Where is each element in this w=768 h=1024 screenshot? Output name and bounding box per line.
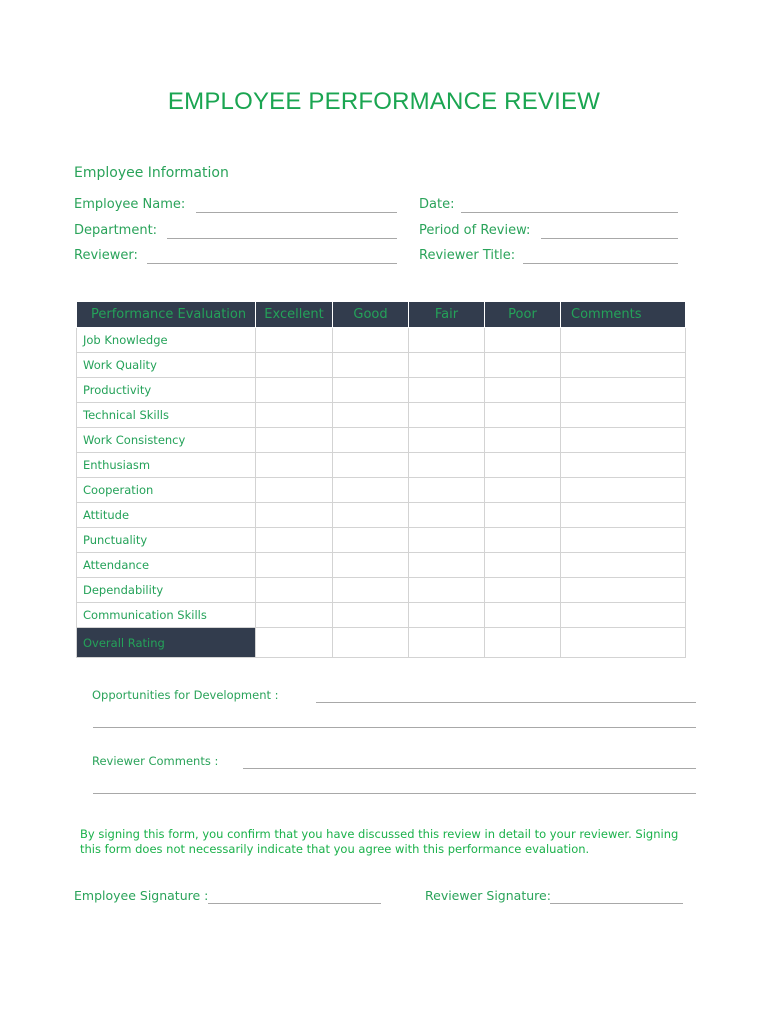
- rating-cell-fair[interactable]: [409, 328, 485, 353]
- header-comments: Comments: [561, 302, 686, 328]
- reviewer-field[interactable]: [147, 263, 397, 264]
- rating-cell-poor[interactable]: [485, 403, 561, 428]
- rating-cell-fair[interactable]: [409, 478, 485, 503]
- reviewer-signature-label: Reviewer Signature:: [425, 888, 551, 903]
- rating-cell-poor[interactable]: [485, 553, 561, 578]
- rating-cell-fair[interactable]: [409, 403, 485, 428]
- rating-cell-fair[interactable]: [409, 378, 485, 403]
- comments-cell[interactable]: [561, 603, 686, 628]
- employee-signature-field[interactable]: [208, 903, 381, 904]
- period-of-review-field[interactable]: [541, 238, 678, 239]
- reviewer-title-field[interactable]: [523, 263, 678, 264]
- opportunities-field-line-2[interactable]: [93, 727, 696, 728]
- rating-cell-poor[interactable]: [485, 353, 561, 378]
- rating-cell-good[interactable]: [333, 328, 409, 353]
- rating-cell-poor[interactable]: [485, 328, 561, 353]
- comments-cell[interactable]: [561, 328, 686, 353]
- rating-cell-poor[interactable]: [485, 378, 561, 403]
- criterion-label: Dependability: [77, 578, 256, 603]
- reviewer-comments-label: Reviewer Comments :: [92, 754, 219, 768]
- rating-cell-poor[interactable]: [485, 453, 561, 478]
- rating-cell-fair[interactable]: [409, 603, 485, 628]
- rating-cell-good[interactable]: [333, 353, 409, 378]
- overall-rating-label: Overall Rating: [77, 628, 256, 658]
- header-poor: Poor: [485, 302, 561, 328]
- rating-cell-poor[interactable]: [485, 603, 561, 628]
- table-row: [77, 528, 686, 553]
- rating-cell-fair[interactable]: [409, 453, 485, 478]
- rating-cell-good[interactable]: [333, 578, 409, 603]
- rating-cell-excellent[interactable]: [256, 503, 333, 528]
- employee-name-label: Employee Name:: [74, 197, 186, 212]
- signature-statement: By signing this form, you confirm that you have discussed this review in detail to your reviewer. Signing this form does not necessarily indicate that you agree with this performance evaluation.: [80, 827, 679, 856]
- table-row: [77, 603, 686, 628]
- rating-cell-excellent[interactable]: [256, 578, 333, 603]
- page-title: EMPLOYEE PERFORMANCE REVIEW: [167, 88, 601, 115]
- table-row: [77, 553, 686, 578]
- rating-cell-excellent[interactable]: [256, 603, 333, 628]
- reviewer-title-label: Reviewer Title:: [419, 248, 516, 263]
- criterion-label: Work Consistency: [77, 428, 256, 453]
- department-label: Department:: [74, 223, 158, 238]
- comments-cell[interactable]: [561, 403, 686, 428]
- table-row: [77, 328, 686, 353]
- comments-cell[interactable]: [561, 553, 686, 578]
- criterion-label: Enthusiasm: [77, 453, 256, 478]
- criterion-label: Attendance: [77, 553, 256, 578]
- rating-cell-excellent[interactable]: [256, 528, 333, 553]
- rating-cell-poor[interactable]: [485, 578, 561, 603]
- criterion-label: Cooperation: [77, 478, 256, 503]
- table-row: [77, 453, 686, 478]
- department-field[interactable]: [167, 238, 397, 239]
- performance-evaluation-table: [76, 301, 686, 658]
- comments-cell[interactable]: [561, 428, 686, 453]
- rating-cell-excellent[interactable]: [256, 403, 333, 428]
- header-good: Good: [333, 302, 409, 328]
- rating-cell-poor[interactable]: [485, 528, 561, 553]
- rating-cell-fair[interactable]: [409, 553, 485, 578]
- rating-cell-fair[interactable]: [409, 503, 485, 528]
- rating-cell-excellent[interactable]: [256, 353, 333, 378]
- table-row: [77, 578, 686, 603]
- criterion-label: Technical Skills: [77, 403, 256, 428]
- criterion-label: Communication Skills: [77, 603, 256, 628]
- criterion-label: Punctuality: [77, 528, 256, 553]
- rating-cell-good[interactable]: [333, 503, 409, 528]
- table-row: [77, 403, 686, 428]
- rating-cell-good[interactable]: [333, 453, 409, 478]
- table-row: [77, 378, 686, 403]
- comments-cell[interactable]: [561, 353, 686, 378]
- overall-rating-cell-fair[interactable]: [409, 628, 485, 658]
- overall-rating-cell-good[interactable]: [333, 628, 409, 658]
- rating-cell-good[interactable]: [333, 378, 409, 403]
- table-header-row: [77, 302, 686, 328]
- comments-cell[interactable]: [561, 503, 686, 528]
- rating-cell-excellent[interactable]: [256, 428, 333, 453]
- table-row: [77, 353, 686, 378]
- criterion-label: Job Knowledge: [77, 328, 256, 353]
- criterion-label: Productivity: [77, 378, 256, 403]
- rating-cell-excellent[interactable]: [256, 378, 333, 403]
- header-performance-evaluation: Performance Evaluation: [77, 302, 256, 328]
- rating-cell-good[interactable]: [333, 478, 409, 503]
- rating-cell-poor[interactable]: [485, 478, 561, 503]
- opportunities-label: Opportunities for Development :: [92, 688, 279, 702]
- criterion-label: Attitude: [77, 503, 256, 528]
- overall-rating-cell-excellent[interactable]: [256, 628, 333, 658]
- reviewer-signature-field[interactable]: [550, 903, 683, 904]
- rating-cell-poor[interactable]: [485, 428, 561, 453]
- opportunities-field[interactable]: [316, 702, 696, 703]
- rating-cell-fair[interactable]: [409, 353, 485, 378]
- comments-cell[interactable]: [561, 453, 686, 478]
- comments-cell[interactable]: [561, 578, 686, 603]
- rating-cell-good[interactable]: [333, 603, 409, 628]
- rating-cell-good[interactable]: [333, 403, 409, 428]
- criterion-label: Work Quality: [77, 353, 256, 378]
- comments-cell[interactable]: [561, 478, 686, 503]
- rating-cell-excellent[interactable]: [256, 478, 333, 503]
- rating-cell-poor[interactable]: [485, 503, 561, 528]
- table-row: [77, 428, 686, 453]
- overall-rating-row: [77, 628, 686, 658]
- comments-cell[interactable]: [561, 528, 686, 553]
- header-excellent: Excellent: [256, 302, 333, 328]
- rating-cell-good[interactable]: [333, 553, 409, 578]
- employee-name-field[interactable]: [196, 212, 397, 213]
- reviewer-comments-field[interactable]: [243, 768, 696, 769]
- reviewer-label: Reviewer:: [74, 248, 138, 263]
- header-fair: Fair: [409, 302, 485, 328]
- overall-comments-cell[interactable]: [561, 628, 686, 658]
- rating-cell-good[interactable]: [333, 428, 409, 453]
- table-row: [77, 478, 686, 503]
- rating-cell-fair[interactable]: [409, 528, 485, 553]
- reviewer-comments-field-line-2[interactable]: [93, 793, 696, 794]
- overall-rating-cell-poor[interactable]: [485, 628, 561, 658]
- rating-cell-excellent[interactable]: [256, 553, 333, 578]
- rating-cell-good[interactable]: [333, 528, 409, 553]
- employee-signature-label: Employee Signature :: [74, 888, 209, 903]
- rating-cell-excellent[interactable]: [256, 328, 333, 353]
- employee-info-heading: Employee Information: [74, 165, 229, 181]
- rating-cell-fair[interactable]: [409, 578, 485, 603]
- rating-cell-fair[interactable]: [409, 428, 485, 453]
- period-of-review-label: Period of Review:: [419, 223, 531, 238]
- comments-cell[interactable]: [561, 378, 686, 403]
- date-field[interactable]: [461, 212, 678, 213]
- date-label: Date:: [419, 197, 455, 212]
- table-row: [77, 503, 686, 528]
- rating-cell-excellent[interactable]: [256, 453, 333, 478]
